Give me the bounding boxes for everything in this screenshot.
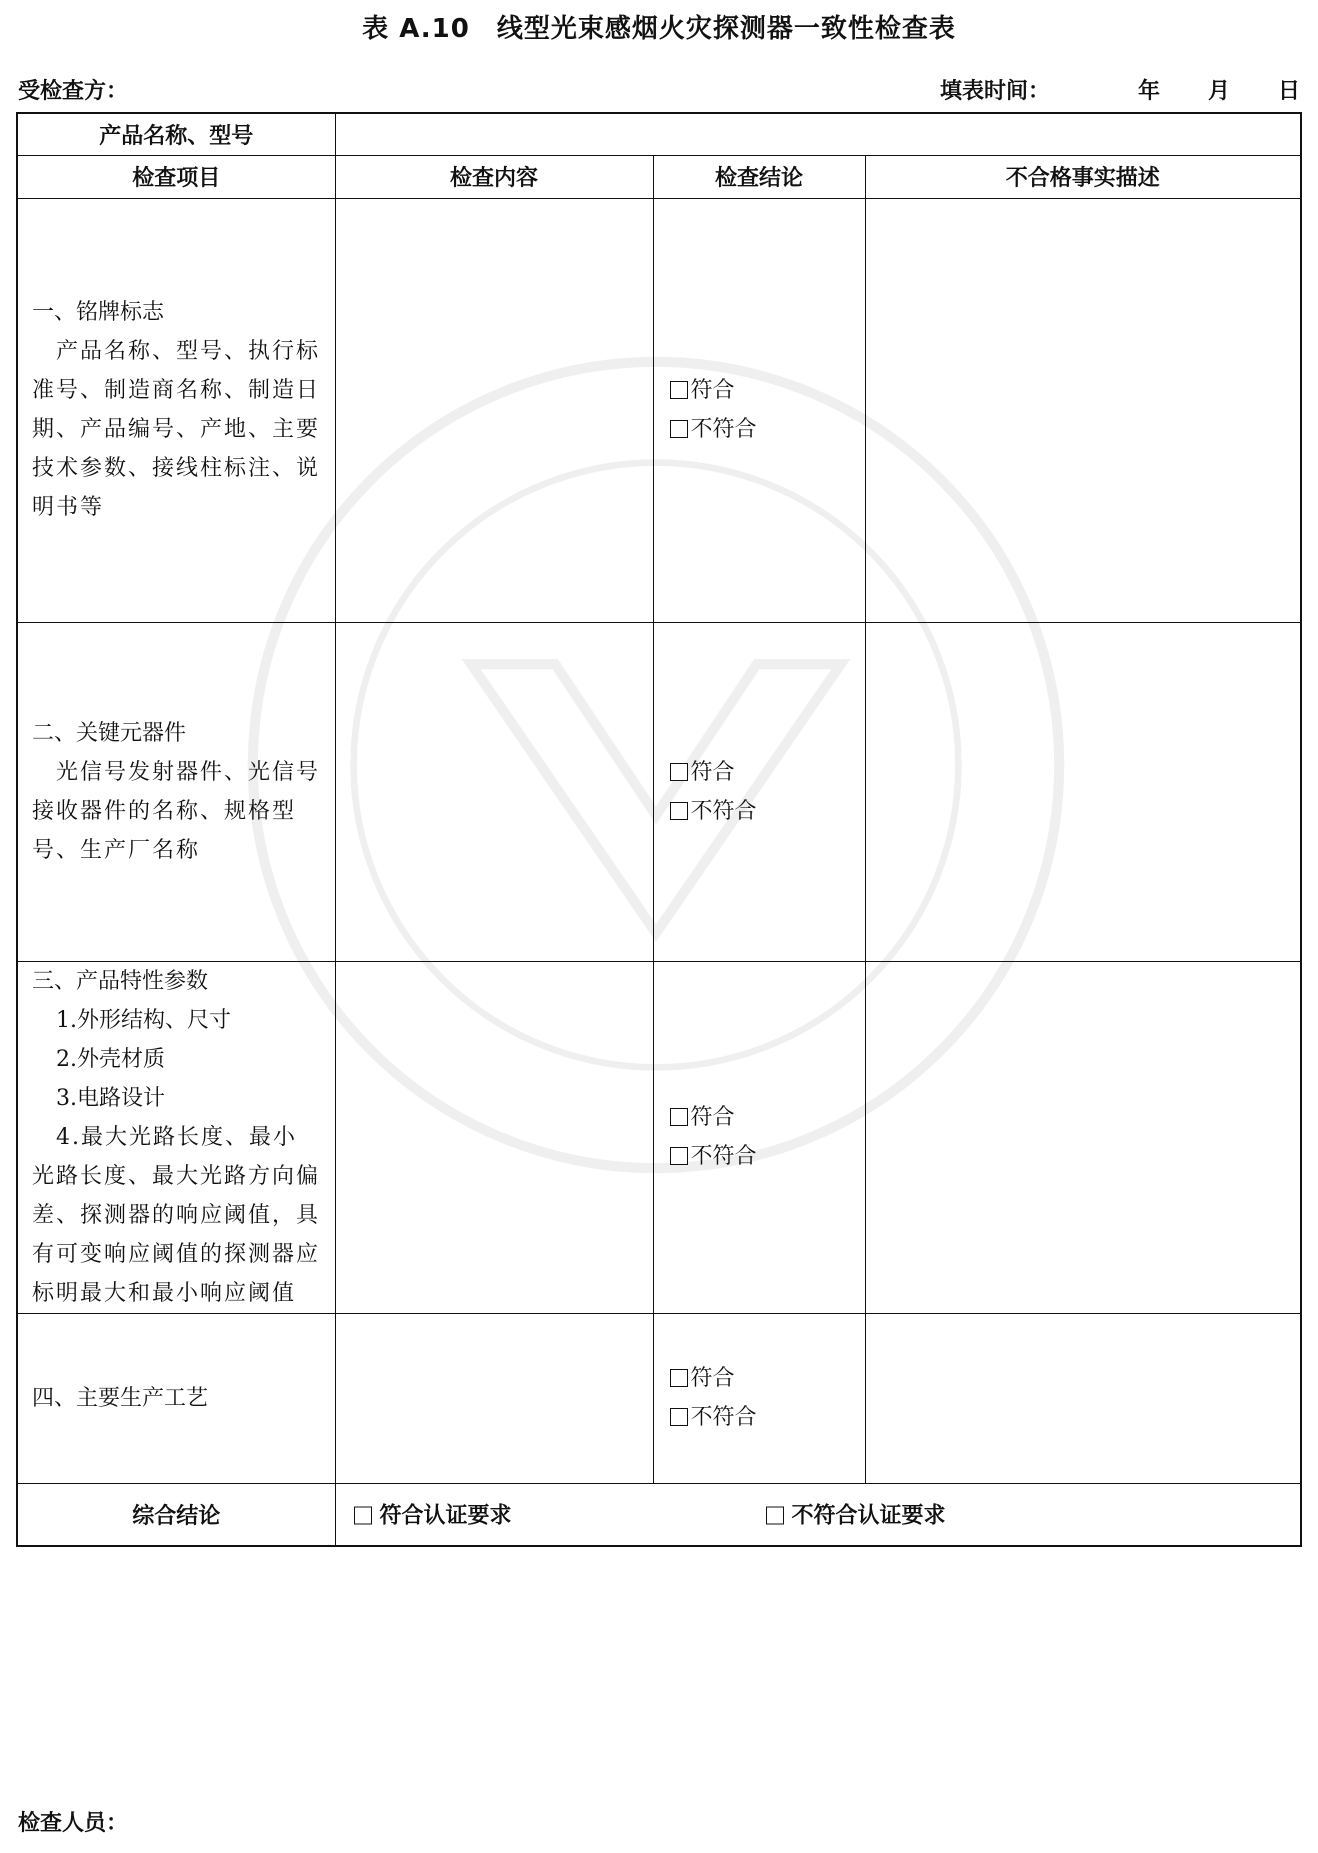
- item-title: 四、主要生产工艺: [32, 1385, 209, 1411]
- checkbox-icon[interactable]: [670, 1147, 688, 1165]
- item-production-process: [17, 1313, 335, 1483]
- month-label: 月: [1207, 79, 1230, 104]
- item-title: 一、铭牌标志: [32, 300, 165, 325]
- conclusion-cell: [653, 198, 865, 622]
- checkbox-icon[interactable]: [670, 1369, 688, 1387]
- header-row: [17, 155, 1301, 198]
- checkbox-icon[interactable]: [670, 1408, 688, 1426]
- overall-options: [335, 1483, 1301, 1546]
- fill-time-label: 填表时间：: [939, 79, 1050, 104]
- nonconformity-cell[interactable]: [865, 622, 1301, 961]
- table-row: [17, 198, 1301, 622]
- item-product-parameters: [17, 961, 335, 1313]
- checkbox-icon[interactable]: [670, 802, 688, 820]
- header-conclusion: 检查结论: [653, 155, 865, 198]
- checkbox-icon[interactable]: [354, 1507, 372, 1525]
- content-cell[interactable]: [335, 961, 653, 1313]
- item-body: 产品名称、型号、执行标准号、制造商名称、制造日期、产品编号、产地、主要技术参数、接线柱标注、说明书等: [32, 339, 321, 520]
- conclusion-cell: [653, 622, 865, 961]
- conform-option[interactable]: 符合: [670, 753, 865, 792]
- item-sub-2: 2.外壳材质: [56, 1046, 165, 1072]
- day-label: 日: [1277, 79, 1300, 104]
- inspected-party-label: 受检查方：: [18, 79, 129, 104]
- year-label: 年: [1137, 79, 1160, 104]
- conform-option[interactable]: 符合: [670, 1359, 865, 1398]
- nonconform-option[interactable]: 不符合: [670, 1137, 865, 1176]
- nonconformity-cell[interactable]: [865, 198, 1301, 622]
- table-row: [17, 961, 1301, 1313]
- inspector-label: 检查人员：: [18, 1811, 129, 1836]
- item-key-components: [17, 622, 335, 961]
- nonconform-option[interactable]: 不符合: [670, 792, 865, 831]
- product-name-row: [17, 113, 1301, 155]
- overall-row: [17, 1483, 1301, 1546]
- header-nonconformity: 不合格事实描述: [865, 155, 1301, 198]
- checkbox-icon[interactable]: [670, 763, 688, 781]
- nonconformity-cell[interactable]: [865, 961, 1301, 1313]
- table-row: [17, 1313, 1301, 1483]
- table-row: [17, 622, 1301, 961]
- fill-time: [940, 74, 1300, 105]
- item-body: 光信号发射器件、光信号接收器件的名称、规格型号、生产厂名称: [32, 759, 321, 863]
- checkbox-icon[interactable]: [766, 1507, 784, 1525]
- item-sub-1: 1.外形结构、尺寸: [56, 1007, 231, 1033]
- checkbox-icon[interactable]: [670, 381, 688, 399]
- overall-nonconform-option[interactable]: 不符合认证要求: [766, 1499, 946, 1530]
- item-sub-3: 3.电路设计: [56, 1085, 165, 1111]
- product-name-label: 产品名称、型号: [17, 113, 335, 155]
- nonconform-option[interactable]: 不符合: [670, 410, 865, 449]
- product-name-field[interactable]: [335, 113, 1301, 155]
- overall-label: 综合结论: [17, 1483, 335, 1546]
- content-cell[interactable]: [335, 1313, 653, 1483]
- conform-option[interactable]: 符合: [670, 371, 865, 410]
- page-title: 表 A.10 线型光束感烟火灾探测器一致性检查表: [362, 14, 956, 44]
- checkbox-icon[interactable]: [670, 420, 688, 438]
- item-sub-4: 4.最大光路长度、最小光路长度、最大光路方向偏差、探测器的响应阈值，具有可变响应阈值的探测器应标明最大和最小响应阈值: [32, 1124, 321, 1306]
- header-item: 检查项目: [17, 155, 335, 198]
- content-cell[interactable]: [335, 622, 653, 961]
- inspection-table: [16, 112, 1302, 1547]
- conclusion-cell: [653, 1313, 865, 1483]
- nonconform-option[interactable]: 不符合: [670, 1398, 865, 1437]
- content-cell[interactable]: [335, 198, 653, 622]
- checkbox-icon[interactable]: [670, 1108, 688, 1126]
- conclusion-cell: [653, 961, 865, 1313]
- overall-conform-option[interactable]: 符合认证要求: [354, 1499, 512, 1530]
- conform-option[interactable]: 符合: [670, 1098, 865, 1137]
- item-nameplate: [17, 198, 335, 622]
- item-title: 二、关键元器件: [32, 720, 187, 746]
- header-content: 检查内容: [335, 155, 653, 198]
- nonconformity-cell[interactable]: [865, 1313, 1301, 1483]
- item-title: 三、产品特性参数: [32, 968, 209, 994]
